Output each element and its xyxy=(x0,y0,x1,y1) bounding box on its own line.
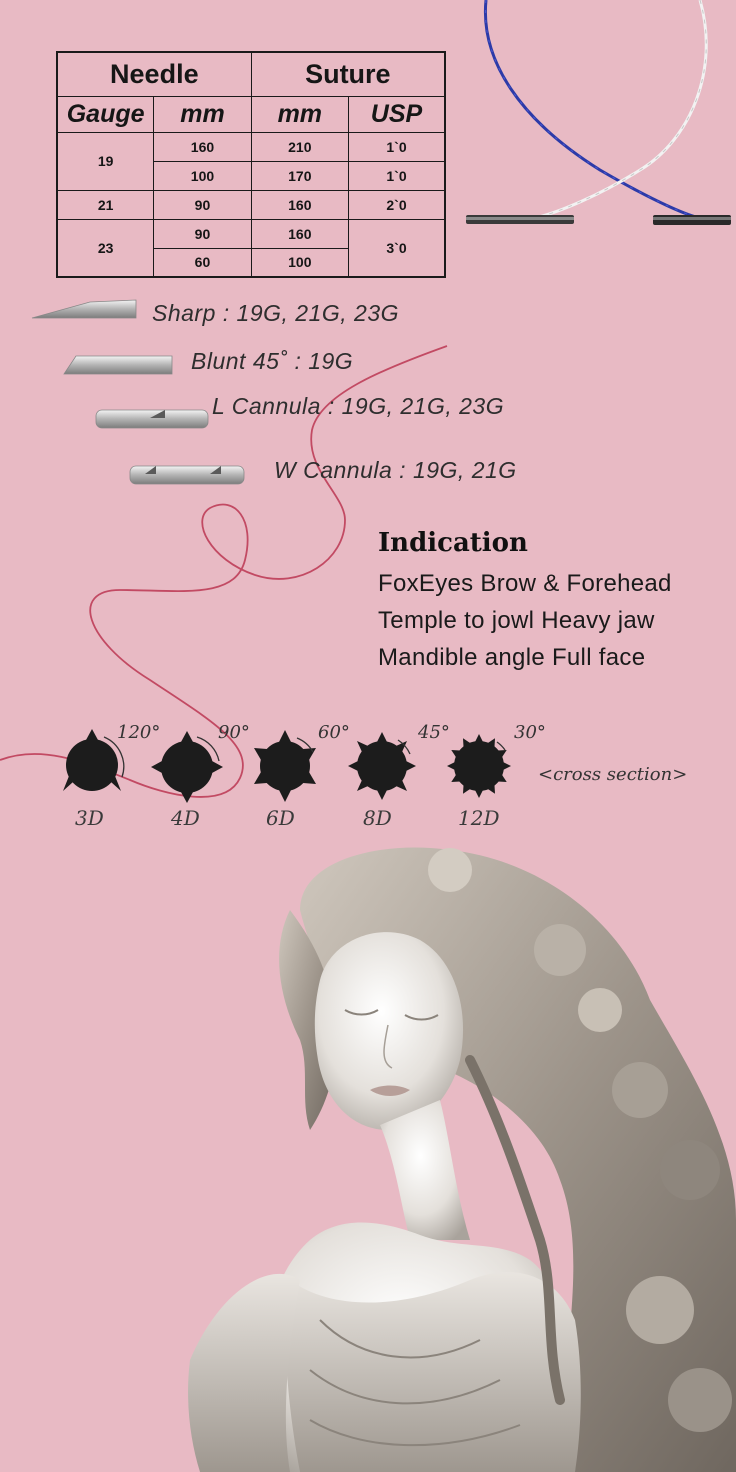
cog-type-label: 6D xyxy=(266,806,295,830)
indication-line: Temple to jowl Heavy jaw xyxy=(378,607,655,634)
cog-angle-label: 30° xyxy=(514,722,546,743)
suture-mm-cell: 160 xyxy=(251,219,348,248)
needle-mm-cell: 60 xyxy=(154,248,251,277)
cog-type-label: 12D xyxy=(458,806,500,830)
usp-header: USP xyxy=(349,96,446,132)
cog-angle-label: 45° xyxy=(418,722,450,743)
marble-statue-woman-illustration xyxy=(0,840,736,1472)
cog-type-label: 4D xyxy=(171,806,200,830)
needle-type-label: L Cannula : 19G, 21G, 23G xyxy=(212,393,505,419)
suture-mm-cell: 100 xyxy=(251,248,348,277)
cog-8d-icon xyxy=(348,732,416,800)
cross-section-note: <cross section> xyxy=(538,764,688,785)
needle-group-header: Needle xyxy=(57,52,251,96)
cog-4d-icon xyxy=(151,731,223,803)
cog-6d-icon xyxy=(254,730,316,802)
needle-mm-cell: 90 xyxy=(154,190,251,219)
usp-cell: 1`0 xyxy=(349,132,446,161)
usp-cell: 1`0 xyxy=(349,161,446,190)
needle-mm-cell: 90 xyxy=(154,219,251,248)
gauge-header: Gauge xyxy=(57,96,154,132)
suture-mm-cell: 170 xyxy=(251,161,348,190)
suture-mm-header: mm xyxy=(251,96,348,132)
needle-type-label: Sharp : 19G, 21G, 23G xyxy=(152,300,400,326)
cog-type-label: 3D xyxy=(75,806,104,830)
suture-mm-cell: 160 xyxy=(251,190,348,219)
cog-3d-icon xyxy=(63,729,124,791)
needle-type-label: W Cannula : 19G, 21G xyxy=(274,457,517,483)
cog-angle-label: 90° xyxy=(218,722,250,743)
suture-group-header: Suture xyxy=(251,52,445,96)
suture-mm-cell: 210 xyxy=(251,132,348,161)
indication-line: FoxEyes Brow & Forehead xyxy=(378,570,672,597)
needle-mm-header: mm xyxy=(154,96,251,132)
usp-cell: 3`0 xyxy=(349,219,446,277)
gauge-cell: 19 xyxy=(57,132,154,190)
gauge-cell: 21 xyxy=(57,190,154,219)
gauge-cell: 23 xyxy=(57,219,154,277)
usp-cell: 2`0 xyxy=(349,190,446,219)
needle-mm-cell: 100 xyxy=(154,161,251,190)
cog-angle-label: 120° xyxy=(117,722,161,743)
cog-12d-icon xyxy=(447,734,511,798)
cog-type-label: 8D xyxy=(363,806,392,830)
needle-type-label: Blunt 45˚ : 19G xyxy=(191,348,354,374)
indication-line: Mandible angle Full face xyxy=(378,644,646,671)
indication-title: Indication xyxy=(378,528,528,558)
needle-mm-cell: 160 xyxy=(154,132,251,161)
cog-angle-label: 60° xyxy=(318,722,350,743)
